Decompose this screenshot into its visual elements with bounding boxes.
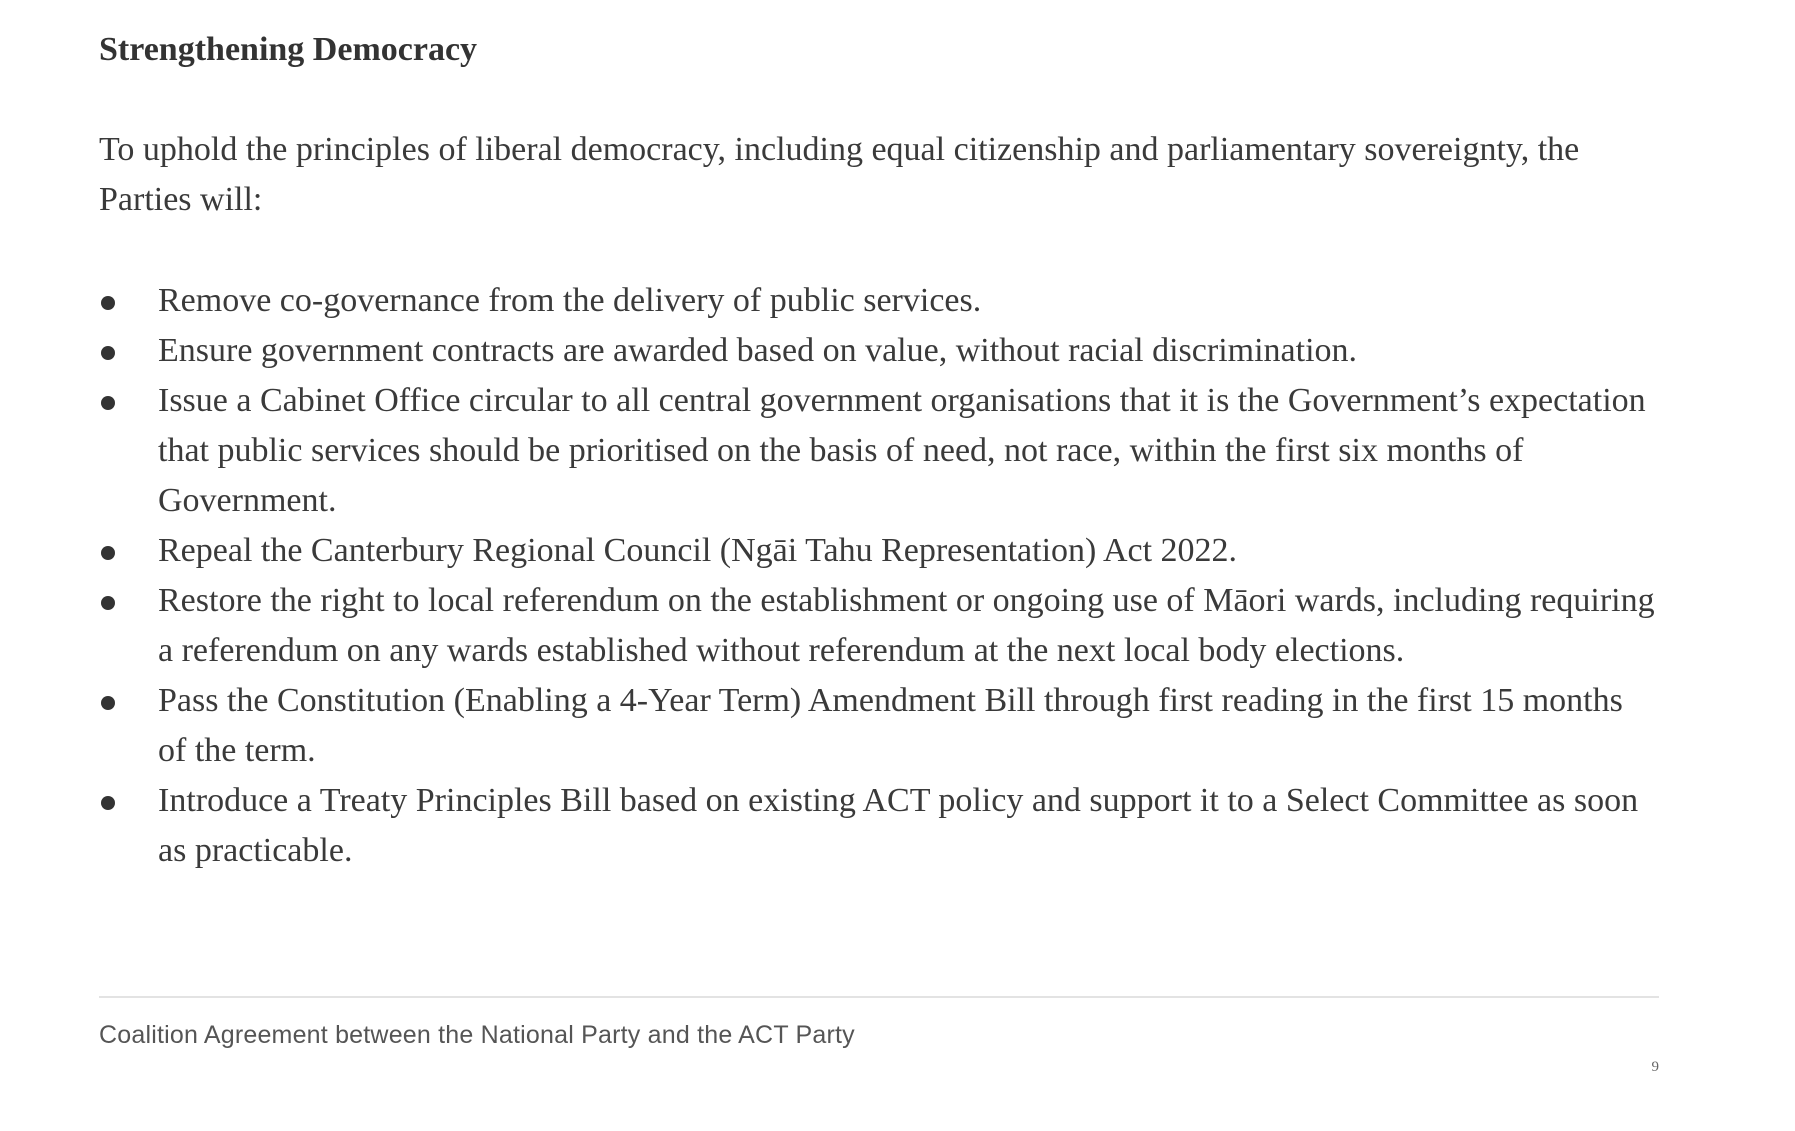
bullet-icon [101, 546, 115, 560]
list-item [99, 326, 1659, 376]
bullet-icon [101, 796, 115, 810]
list-item [99, 526, 1659, 576]
bullet-icon [101, 346, 115, 360]
commitments-list [99, 276, 1659, 876]
footer-title: Coalition Agreement between the National Party and the ACT Party [99, 1021, 855, 1049]
bullet-icon [101, 296, 115, 310]
page-number: 9 [1651, 1059, 1659, 1075]
list-item [99, 676, 1659, 776]
intro-paragraph: To uphold the principles of liberal democracy, including equal citizenship and parliamentary sovereignty, the Parties will: [99, 131, 1580, 218]
list-item [99, 776, 1659, 876]
list-item-text: Restore the right to local referendum on the establishment or ongoing use of Māori wards, including requiring a referendum on any wards established without referendum at the next local body elections. [158, 582, 1655, 669]
list-item [99, 576, 1659, 676]
list-item [99, 276, 1659, 326]
list-item-text: Introduce a Treaty Principles Bill based on existing ACT policy and support it to a Select Committee as soon as practicable. [158, 782, 1639, 869]
footer-divider [99, 996, 1659, 998]
section-heading: Strengthening Democracy [99, 31, 478, 68]
document-page [99, 0, 1659, 1131]
list-item-text: Repeal the Canterbury Regional Council (Ngāi Tahu Representation) Act 2022. [158, 532, 1238, 569]
list-item-text: Pass the Constitution (Enabling a 4-Year Term) Amendment Bill through first reading in the first 15 months of the term. [158, 682, 1623, 769]
list-item-text: Remove co-governance from the delivery of public services. [158, 282, 982, 319]
bullet-icon [101, 596, 115, 610]
bullet-icon [101, 696, 115, 710]
list-item [99, 376, 1659, 526]
list-item-text: Ensure government contracts are awarded based on value, without racial discrimination. [158, 332, 1358, 369]
bullet-icon [101, 396, 115, 410]
list-item-text: Issue a Cabinet Office circular to all central government organisations that it is the Government’s expectation that public services should be prioritised on the basis of need, not race, within the first six months of Government. [158, 382, 1646, 519]
